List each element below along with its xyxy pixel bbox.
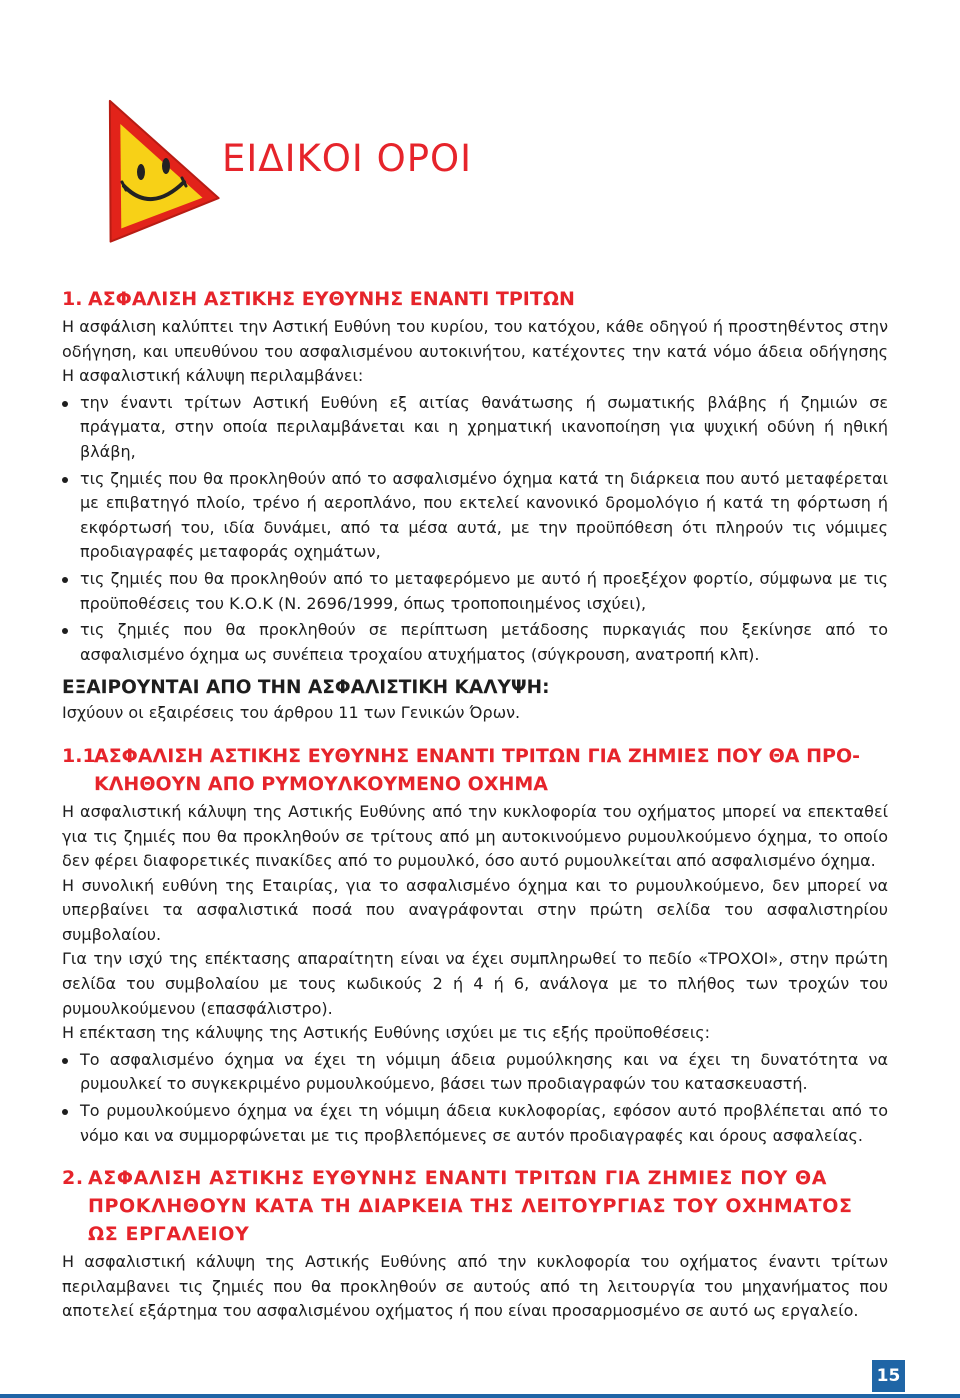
- section-1-intro: Η ασφάλιση καλύπτει την Αστική Ευθύνη του κυρίου, του κατόχου, κάθε οδηγού ή προστηθέντος στην οδήγηση, και υπευθύνου του ασφαλισμένου αυτοκινήτου, κατέχοντες την κατά νόμο άδεια οδήγησης Η ασφαλιστική κάλυψη περιλαμβάνει:: [62, 317, 888, 386]
- list-item: τις ζημιές που θα προκληθούν από το μεταφερόμενο με αυτό ή προεξέχον φορτίο, σύμφωνα με τις προϋποθέσεις του Κ.Ο.Κ (Ν. 2696/1999, όπως τροποποιημένος ισχύει),: [62, 567, 888, 616]
- section-1-1-number: 1.1: [62, 744, 96, 767]
- section-2-number: 2.: [62, 1167, 84, 1190]
- section-1-number: 1.: [62, 288, 83, 310]
- section-1-heading: [62, 285, 888, 313]
- section-2-title: ΑΣΦΑΛΙΣΗ ΑΣΤΙΚΗΣ ΕΥΘΥΝΗΣ ΕΝΑΝΤΙ ΤΡΙΤΩΝ ΓΙΑ ΖΗΜΙΕΣ ΠΟΥ ΘΑ ΠΡΟΚΛΗΘΟΥΝ ΚΑΤΑ ΤΗ ΔΙΑΡΚΕΙΑ ΤΗΣ ΛΕΙΤΟΥΡΓΙΑΣ ΤΟΥ ΟΧΗΜΑΤΟΣ ΩΣ ΕΡΓΑΛΕΙΟΥ: [88, 1167, 853, 1246]
- section-2-text: Η ασφαλιστική κάλυψη της Αστικής Ευθύνης από την κυκλοφορία του οχήματος έναντι τρίτων περιλαμβανει τις ζημιές που θα προκληθούν σε αυτούς από τη λειτουργία του μηχανήματος που αποτελεί εξάρτημα του ασφαλισμένου οχήματος ή που είναι προσαρμοσμένο σε αυτό ως εργαλείο.: [62, 1252, 888, 1321]
- section-1-1-title: ΑΣΦΑΛΙΣΗ ΑΣΤΙΚΗΣ ΕΥΘΥΝΗΣ ΕΝΑΝΤΙ ΤΡΙΤΩΝ ΓΙΑ ΖΗΜΙΕΣ ΠΟΥ ΘΑ ΠΡΟ-ΚΛΗΘΟΥΝ ΑΠΟ ΡΥΜΟΥΛΚΟΥΜΕΝΟ ΟΧΗΜΑ: [94, 744, 860, 795]
- list-item: Το ρυμουλκούμενο όχημα να έχει τη νόμιμη άδεια κυκλοφορίας, εφόσον αυτό προβλέπεται από το νόμο και να συμμορφώνεται με τις προβλεπόμενες σε αυτόν προδιαγραφές και όρους ασφαλείας.: [62, 1099, 888, 1148]
- exclusions-text: Ισχύουν οι εξαιρέσεις του άρθρου 11 των Γενικών Όρων.: [62, 703, 521, 723]
- list-item: την έναντι τρίτων Αστική Ευθύνη εξ αιτίας θανάτωσης ή σωματικής βλάβης ή ζημιών σε πράγματα, στην οποία περιλαμβάνεται και η χρηματική ικανοποίηση για ψυχική οδύνη ή ηθική βλάβη,: [62, 391, 888, 465]
- paragraph: Η ασφαλιστική κάλυψη της Αστικής Ευθύνης από την κυκλοφορία του οχήματος μπορεί να επεκταθεί για τις ζημιές που θα προκληθούν σε τρίτους από μη αυτοκινούμενο ρυμουλκούμενο όχημα, το οποίο δεν φέρει διαφορετικές πινακίδες από το ρυμουλκό, όσο αυτό ρυμουλκείται από ασφαλισμένο όχημα.: [62, 801, 888, 871]
- section-1-bullet-list: [62, 391, 888, 668]
- section-1-title: ΑΣΦΑΛΙΣΗ ΑΣΤΙΚΗΣ ΕΥΘΥΝΗΣ ΕΝΑΝΤΙ ΤΡΙΤΩΝ: [88, 288, 575, 310]
- paragraph: Για την ισχύ της επέκτασης απαραίτητη είναι να έχει συμπληρωθεί το πεδίο «ΤΡΟΧΟΙ», στην πρώτη σελίδα του συμβολαίου με τους κωδικούς 2 ή 4 ή 6, ανάλογα με το πλήθος των τροχών του ρυμουλκούμενου (επασφάλιστρο).: [62, 949, 888, 1018]
- paragraph: Η συνολική ευθύνη της Εταιρίας, για το ασφαλισμένο όχημα και το ρυμουλκούμενο, δεν μπορεί να υπερβαίνει τα ασφαλιστικά ποσά που αναγράφονται στην πρώτη σελίδα του ασφαλιστηρίου συμβολαίου.: [62, 875, 888, 944]
- list-item: τις ζημιές που θα προκληθούν από το ασφαλισμένο όχημα κατά τη διάρκεια που αυτό μεταφέρεται με επιβατηγό πλοίο, τρένο ή αεροπλάνο, που εκτελεί κανονικό δρομολόγιο ή κατά τη φόρτωση ή εκφόρτωσή του, ιδία δυνάμει, από τα μέσα αυτά, με την προϋπόθεση ότι πληρούν τις νόμιμες προδιαγραφές μεταφοράς οχημάτων,: [62, 467, 888, 565]
- section-2-heading: [62, 1164, 888, 1248]
- exclusions-heading: ΕΞΑΙΡΟΥΝΤΑΙ ΑΠΟ ΤΗΝ ΑΣΦΑΛΙΣΤΙΚΗ ΚΑΛΥΨΗ:: [62, 677, 550, 699]
- section-1-1-heading: [62, 742, 888, 798]
- section-1-1-bullet-list: [62, 1048, 888, 1148]
- smiley-warning-sign-icon: [96, 86, 226, 246]
- page-number: 15: [872, 1360, 905, 1392]
- page-title: ΕΙΔΙΚΟΙ ΟΡΟΙ: [222, 137, 473, 180]
- paragraph: Η επέκταση της κάλυψης της Αστικής Ευθύνης ισχύει με τις εξής προϋποθέσεις:: [62, 1023, 711, 1043]
- bottom-rule: [0, 1394, 960, 1398]
- document-body: [62, 285, 888, 1324]
- list-item: Το ασφαλισμένο όχημα να έχει τη νόμιμη άδεια ρυμούλκησης και να έχει τη δυνατότητα να ρυμουλκεί το συγκεκριμένο ρυμουλκούμενο, βάσει των προδιαγραφών του κατασκευαστή.: [62, 1048, 888, 1097]
- list-item: τις ζημιές που θα προκληθούν σε περίπτωση μετάδοσης πυρκαγιάς που ξεκίνησε από το ασφαλισμένο όχημα ως συνέπεια τροχαίου ατυχήματος (σύγκρουση, ανατροπή κλπ).: [62, 618, 888, 667]
